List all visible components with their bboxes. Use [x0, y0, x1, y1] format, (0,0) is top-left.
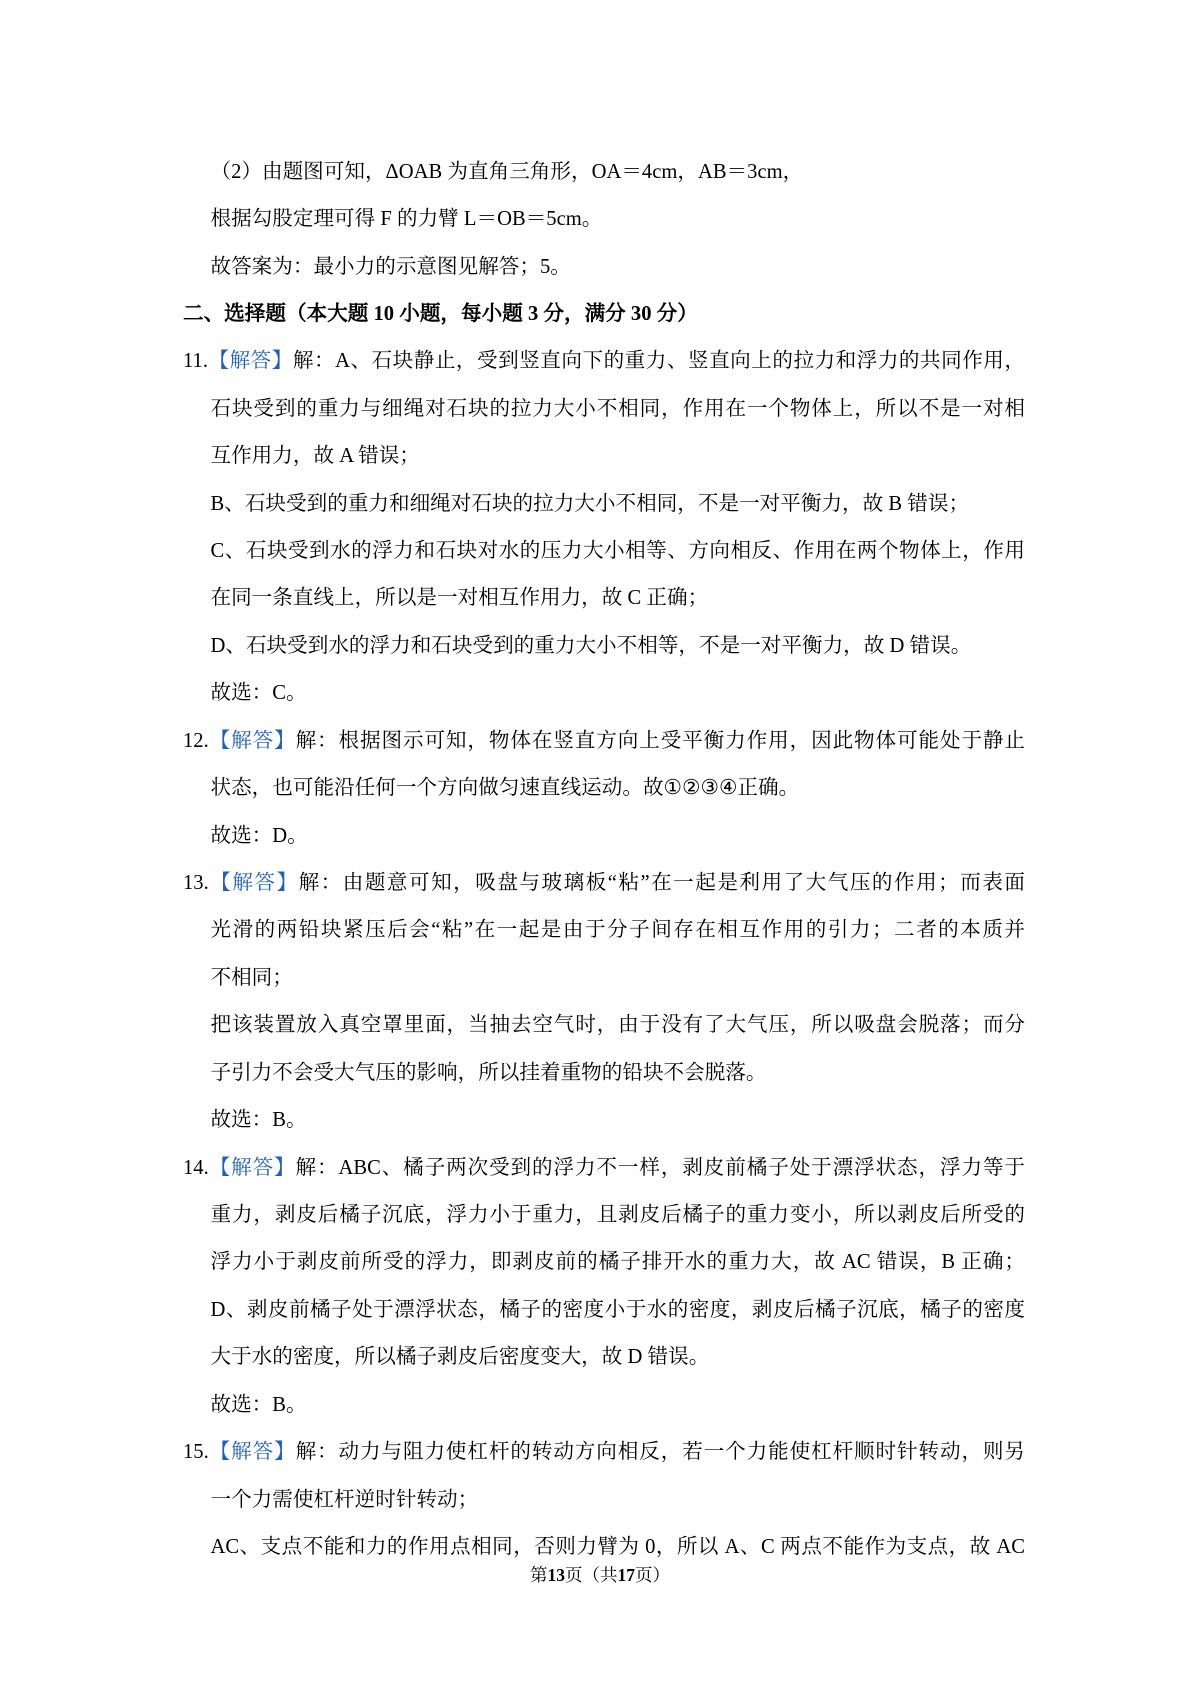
text-line: 石块受到的重力与细绳对石块的拉力大小不相同，作用在一个物体上，所以不是一对相 [210, 397, 1025, 420]
question-number: 12. [183, 729, 209, 752]
text-line: 把该装置放入真空罩里面，当抽去空气时，由于没有了大气压，所以吸盘会脱落；而分 [210, 1014, 1025, 1037]
text-line: AC、支点不能和力的作用点相同，否则力臂为 0，所以 A、C 两点不能作为支点，故 AC [210, 1535, 1025, 1558]
answer-tag: 【解答】 [208, 1156, 296, 1179]
page-footer [0, 1563, 1200, 1587]
answer-tag: 【解答】 [208, 1441, 296, 1464]
text-line: 在同一条直线上，所以是一对相互作用力，故 C 正确； [210, 587, 709, 610]
answer-text: 解：根据图示可知，物体在竖直方向上受平衡力作用，因此物体可能处于静止 [295, 729, 1025, 752]
answer-text: 解：ABC、橘子两次受到的浮力不一样，剥皮前橘子处于漂浮状态，浮力等于 [295, 1156, 1025, 1179]
question-number: 15. [183, 1441, 209, 1464]
footer-text: 页） [635, 1565, 670, 1585]
text-line: C、石块受到水的浮力和石块对水的压力大小相等、方向相反、作用在两个物体上，作用 [210, 540, 1025, 563]
answer-body [183, 149, 1025, 1572]
text-line: 子引力不会受大气压的影响，所以挂着重物的铅块不会脱落。 [210, 1061, 767, 1084]
footer-page-number: 13 [547, 1565, 565, 1585]
answer-first-line [183, 1429, 1025, 1476]
text-line: D、石块受到水的浮力和石块受到的重力大小不相等，不是一对平衡力，故 D 错误。 [210, 634, 972, 657]
question-number: 11. [183, 350, 208, 373]
answer-first-line [183, 338, 1025, 385]
answer-text: 解：动力与阻力使杠杆的转动方向相反，若一个力能使杠杆顺时针转动，则另 [295, 1441, 1025, 1464]
text-line: 浮力小于剥皮前所受的浮力，即剥皮前的橘子排开水的重力大，故 AC 错误，B 正确； [210, 1251, 1025, 1274]
answer-first-line [183, 860, 1025, 907]
section-heading: 二、选择题（本大题 10 小题，每小题 3 分，满分 30 分） [183, 302, 698, 325]
question-number: 14. [183, 1156, 209, 1179]
answer-first-line [183, 718, 1025, 765]
answer-text: 解：由题意可知，吸盘与玻璃板“粘”在一起是利用了大气压的作用；而表面 [298, 872, 1025, 895]
question-number: 13. [183, 872, 209, 895]
text-line: 不相同； [210, 966, 293, 989]
answer-choice-line: 故选：B。 [210, 1393, 307, 1416]
text-line: 互作用力，故 A 错误； [210, 445, 420, 468]
answer-first-line [183, 1145, 1025, 1192]
text-line: D、剥皮前橘子处于漂浮状态，橘子的密度小于水的密度，剥皮后橘子沉底，橘子的密度 [210, 1298, 1025, 1321]
text-line: 光滑的两铅块紧压后会“粘”在一起是由于分子间存在相互作用的引力；二者的本质并 [210, 919, 1025, 942]
answer-tag: 【解答】 [208, 729, 296, 752]
footer-total-pages: 17 [617, 1565, 635, 1585]
answer-choice-line: 故选：D。 [210, 824, 308, 847]
text-line: 重力，剥皮后橘子沉底，浮力小于重力，且剥皮后橘子的重力变小，所以剥皮后所受的 [210, 1203, 1025, 1226]
footer-text: 第 [530, 1565, 548, 1585]
text-line: 故答案为：最小力的示意图见解答；5。 [210, 255, 571, 278]
footer-text: 页（共 [565, 1565, 618, 1585]
answer-tag: 【解答】 [208, 872, 299, 895]
text-line: 状态，也可能沿任何一个方向做匀速直线运动。故①②③④正确。 [210, 777, 800, 800]
text-line: 一个力需使杠杆逆时针转动； [210, 1488, 479, 1511]
answer-choice-line: 故选：B。 [210, 1109, 307, 1132]
answer-choice-line: 故选：C。 [210, 682, 307, 705]
answer-tag: 【解答】 [207, 350, 293, 373]
text-line: B、石块受到的重力和细绳对石块的拉力大小不相同，不是一对平衡力，故 B 错误； [210, 492, 970, 515]
answer-text: 解：A、石块静止，受到竖直向下的重力、竖直向上的拉力和浮力的共同作用， [292, 350, 1025, 373]
text-line: （2）由题图可知，ΔOAB 为直角三角形，OA＝4cm，AB＝3cm， [210, 160, 804, 183]
text-line: 大于水的密度，所以橘子剥皮后密度变大，故 D 错误。 [210, 1346, 710, 1369]
text-line: 根据勾股定理可得 F 的力臂 L＝OB＝5cm。 [210, 208, 603, 231]
